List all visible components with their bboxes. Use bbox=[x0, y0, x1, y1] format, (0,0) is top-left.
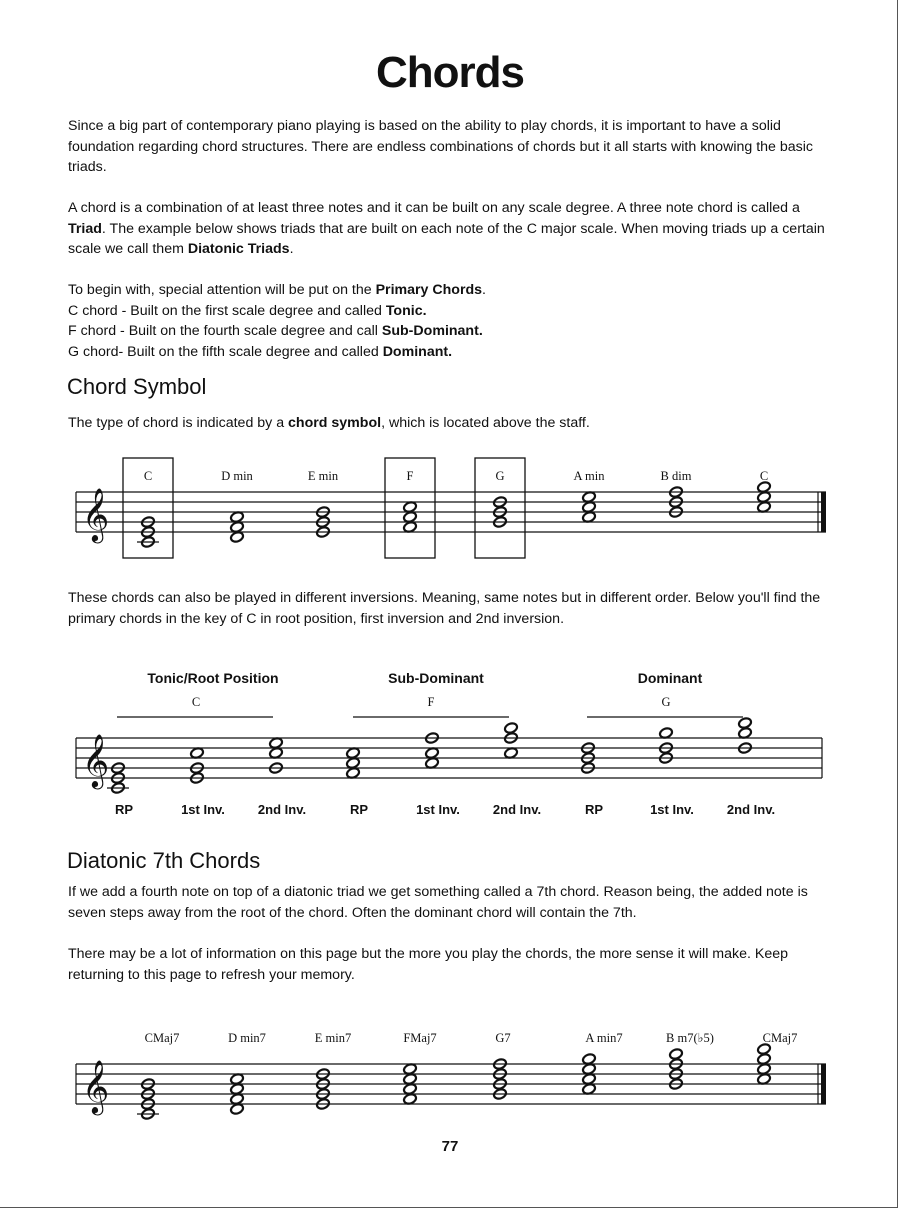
triad-chord bbox=[757, 481, 772, 514]
chord-symbol-label: C bbox=[143, 469, 153, 483]
inversion-label: RP bbox=[349, 802, 369, 817]
inversion-label: 1st Inv. bbox=[416, 802, 460, 817]
g-chord-line bbox=[68, 342, 838, 363]
primary-chords-term: Primary Chords bbox=[375, 282, 483, 298]
primary-intro-line bbox=[68, 280, 838, 301]
chord-symbol-label: E min bbox=[307, 469, 339, 483]
seventh-chords-staff bbox=[0, 1020, 900, 1120]
inversion-label: 1st Inv. bbox=[650, 802, 694, 817]
chord-symbol-label: B m7(♭5) bbox=[666, 1031, 714, 1045]
inversions-staff bbox=[0, 664, 900, 824]
chord-symbol-label: G7 bbox=[495, 1031, 511, 1045]
diatonic-triads-term: Diatonic Triads bbox=[187, 241, 290, 257]
primary-intro-text: To begin with, special attention will be put on the bbox=[68, 282, 376, 298]
chord-symbol-label: CMaj7 bbox=[144, 1031, 180, 1045]
inversion-label: 2nd Inv. bbox=[257, 802, 307, 817]
whole-note bbox=[504, 722, 519, 735]
staff2-group-headings bbox=[147, 670, 702, 709]
chord-symbol-label: G bbox=[495, 469, 505, 483]
group-heading: Dominant bbox=[637, 670, 703, 686]
chord-symbol-label: D min7 bbox=[228, 1031, 266, 1045]
inversion-chord bbox=[346, 747, 361, 780]
seventh-paragraph-2: There may be a lot of information on this page but the more you play the chords, the more sense it will make. Keep returning to this page to refresh your memory. bbox=[68, 946, 789, 983]
whole-note bbox=[403, 501, 418, 514]
chord-symbol-heading: Chord Symbol bbox=[67, 374, 207, 399]
page-number: 77 bbox=[441, 1138, 459, 1155]
primary-intro-end: . bbox=[482, 282, 486, 298]
f-chord-line bbox=[68, 321, 838, 342]
chord-symbol-term: chord symbol bbox=[288, 415, 382, 431]
c-chord-line bbox=[68, 301, 838, 322]
whole-note bbox=[425, 747, 440, 760]
whole-note bbox=[659, 727, 674, 740]
seventh-chords-heading: Diatonic 7th Chords bbox=[67, 848, 261, 873]
page-title: Chords bbox=[376, 48, 524, 97]
inversion-label: 2nd Inv. bbox=[726, 802, 776, 817]
whole-note bbox=[738, 717, 753, 730]
inversion-chord bbox=[738, 717, 753, 755]
chord-symbol-text-end: , which is located above the staff. bbox=[381, 415, 590, 431]
triad-text-3: . bbox=[289, 241, 294, 257]
whole-note bbox=[230, 1073, 245, 1086]
triad-text-2: . The example below shows triads that are built on each note of the C major scale. When moving triads up a certain scale we call them bbox=[68, 220, 825, 257]
group-chord-symbol: F bbox=[427, 695, 435, 709]
triad-text-1: A chord is a combination of at least three notes and it can be built on any scale degree. A three note chord is called a bbox=[68, 200, 800, 216]
chord-symbol-label: E min7 bbox=[314, 1031, 352, 1045]
staff-lines-3 bbox=[76, 1064, 826, 1104]
staff2-inversion-labels bbox=[115, 802, 775, 817]
chord-symbol-label: CMaj7 bbox=[762, 1031, 798, 1045]
inversion-chord bbox=[659, 727, 674, 765]
triad-chord bbox=[582, 491, 597, 524]
c-chord-text: C chord - Built on the first scale degree and called bbox=[68, 302, 386, 319]
whole-note bbox=[403, 1063, 418, 1076]
staff3-notes bbox=[137, 1043, 771, 1120]
inversion-label: 1st Inv. bbox=[181, 802, 225, 817]
inversion-chord bbox=[190, 747, 205, 785]
intro-paragraph: Since a big part of contemporary piano playing is based on the ability to play chords, it is important to have a solid foundation regarding chord structures. There are endless combinations of chords but it all starts with knowing the basic triads. bbox=[68, 118, 813, 175]
dominant-term: Dominant. bbox=[382, 343, 453, 360]
sub-dominant-term: Sub-Dominant. bbox=[381, 323, 483, 339]
inversion-label: RP bbox=[114, 802, 134, 817]
group-heading: Sub-Dominant bbox=[388, 670, 484, 686]
whole-note bbox=[269, 737, 284, 750]
chord-symbol-label: A min7 bbox=[585, 1031, 623, 1045]
group-chord-symbol: C bbox=[191, 695, 201, 709]
chord-symbol-label: D min bbox=[221, 469, 253, 483]
triad-chord bbox=[403, 501, 418, 534]
inversion-chord bbox=[269, 737, 284, 775]
tonic-term: Tonic. bbox=[385, 302, 427, 319]
chord-symbol-paragraph bbox=[68, 413, 838, 434]
inversions-paragraph: These chords can also be played in different inversions. Meaning, same notes but in different order. Below you'll find the primary chords in the key of C in root position, first inversion and 2nd inversion. bbox=[68, 590, 821, 627]
treble-clef-icon: 𝄞 bbox=[82, 489, 110, 540]
whole-note bbox=[582, 1053, 597, 1066]
staff-lines bbox=[76, 492, 826, 532]
f-chord-text: F chord - Built on the fourth scale degree and call bbox=[68, 323, 382, 339]
inversion-chord bbox=[504, 722, 519, 760]
whole-note bbox=[757, 1043, 772, 1056]
staff3-chord-labels bbox=[145, 1031, 798, 1045]
whole-note bbox=[346, 747, 361, 760]
inversion-label: 2nd Inv. bbox=[492, 802, 542, 817]
chord-symbol-label: B dim bbox=[660, 469, 692, 483]
whole-note bbox=[504, 747, 519, 760]
final-barline bbox=[821, 492, 826, 532]
staff1-chord-labels bbox=[144, 469, 768, 483]
triads-staff bbox=[0, 450, 900, 570]
inversion-chord bbox=[425, 732, 440, 770]
group-chord-symbol: G bbox=[661, 695, 671, 709]
whole-note bbox=[669, 1048, 684, 1061]
whole-note bbox=[230, 511, 245, 524]
whole-note bbox=[190, 747, 205, 760]
triad-term: Triad bbox=[68, 220, 102, 237]
whole-note bbox=[582, 491, 597, 504]
final-barline bbox=[821, 1064, 826, 1104]
chord-symbol-label: FMaj7 bbox=[403, 1031, 437, 1045]
staff1-notes bbox=[137, 481, 771, 549]
treble-clef-icon: 𝄞 bbox=[82, 1061, 110, 1112]
seventh-paragraph-1: If we add a fourth note on top of a diatonic triad we get something called a 7th chord. Reason being, the added note is seven steps away from the root of the chord. Often the dominant chord will contain the 7th. bbox=[68, 884, 808, 921]
chord-symbol-label: F bbox=[406, 469, 414, 483]
staff-lines-2 bbox=[76, 738, 822, 778]
staff2-notes bbox=[107, 717, 752, 795]
chord-symbol-label: A min bbox=[573, 469, 605, 483]
g-chord-text: G chord- Built on the fifth scale degree and called bbox=[68, 343, 383, 360]
chord-symbol-label: C bbox=[759, 469, 769, 483]
inversion-label: RP bbox=[584, 802, 604, 817]
chord-symbol-text: The type of chord is indicated by a bbox=[68, 415, 289, 431]
treble-clef-icon: 𝄞 bbox=[82, 735, 110, 786]
triad-chord bbox=[230, 511, 245, 544]
primary-chords-paragraph bbox=[68, 280, 838, 362]
group-heading: Tonic/Root Position bbox=[147, 670, 279, 686]
triad-paragraph bbox=[68, 198, 838, 260]
